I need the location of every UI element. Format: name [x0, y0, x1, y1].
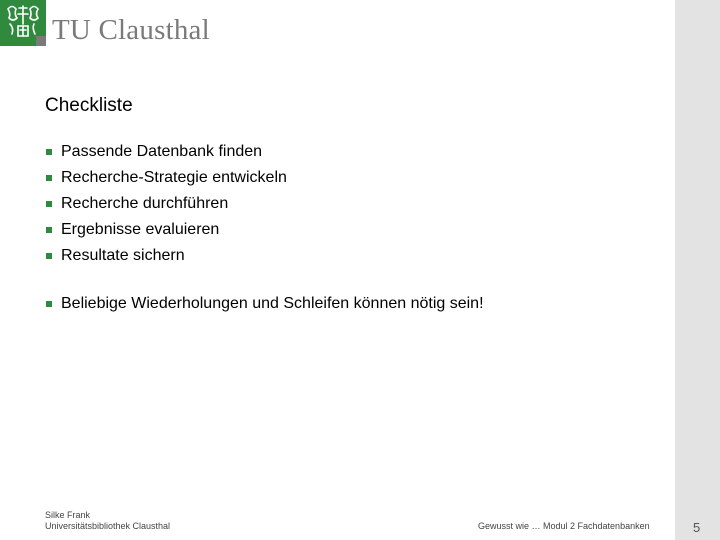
list-item: [45, 243, 287, 269]
bullet-square-icon: [46, 227, 52, 233]
list-item-text: Passende Datenbank finden: [61, 143, 263, 160]
list-item-text: Ergebnisse evaluieren: [61, 221, 220, 238]
footer-institution: Universitätsbibliothek Clausthal: [45, 521, 171, 531]
iteration-note: [45, 291, 484, 317]
page-number: 5: [693, 520, 701, 535]
list-item-text: Recherche-Strategie entwickeln: [61, 169, 287, 186]
list-item: [45, 191, 287, 217]
bullet-square-icon: [46, 201, 52, 207]
slide-title: Checkliste: [45, 95, 133, 116]
list-item: [45, 217, 287, 243]
bullet-square-icon: [46, 149, 52, 155]
bullet-square-icon: [46, 253, 52, 259]
tu-clausthal-crest-icon: [0, 0, 46, 46]
footer-course: Gewusst wie … Modul 2 Fachdatenbanken: [478, 521, 650, 531]
bullet-square-icon: [46, 301, 52, 307]
list-item-text: Recherche durchführen: [61, 195, 229, 212]
bullet-square-icon: [46, 175, 52, 181]
footer-author-block: [45, 510, 170, 532]
list-item: [45, 139, 287, 165]
list-item: [45, 165, 287, 191]
list-item-text: Resultate sichern: [61, 247, 185, 264]
note-text: Beliebige Wiederholungen und Schleifen können nötig sein!: [61, 295, 484, 312]
footer-author: Silke Frank: [45, 510, 91, 520]
list-item: [45, 291, 484, 317]
right-side-band: [675, 0, 720, 540]
logo-accent-square: [36, 36, 46, 46]
checklist: [45, 139, 287, 269]
brand-name: TU Clausthal: [52, 14, 210, 46]
